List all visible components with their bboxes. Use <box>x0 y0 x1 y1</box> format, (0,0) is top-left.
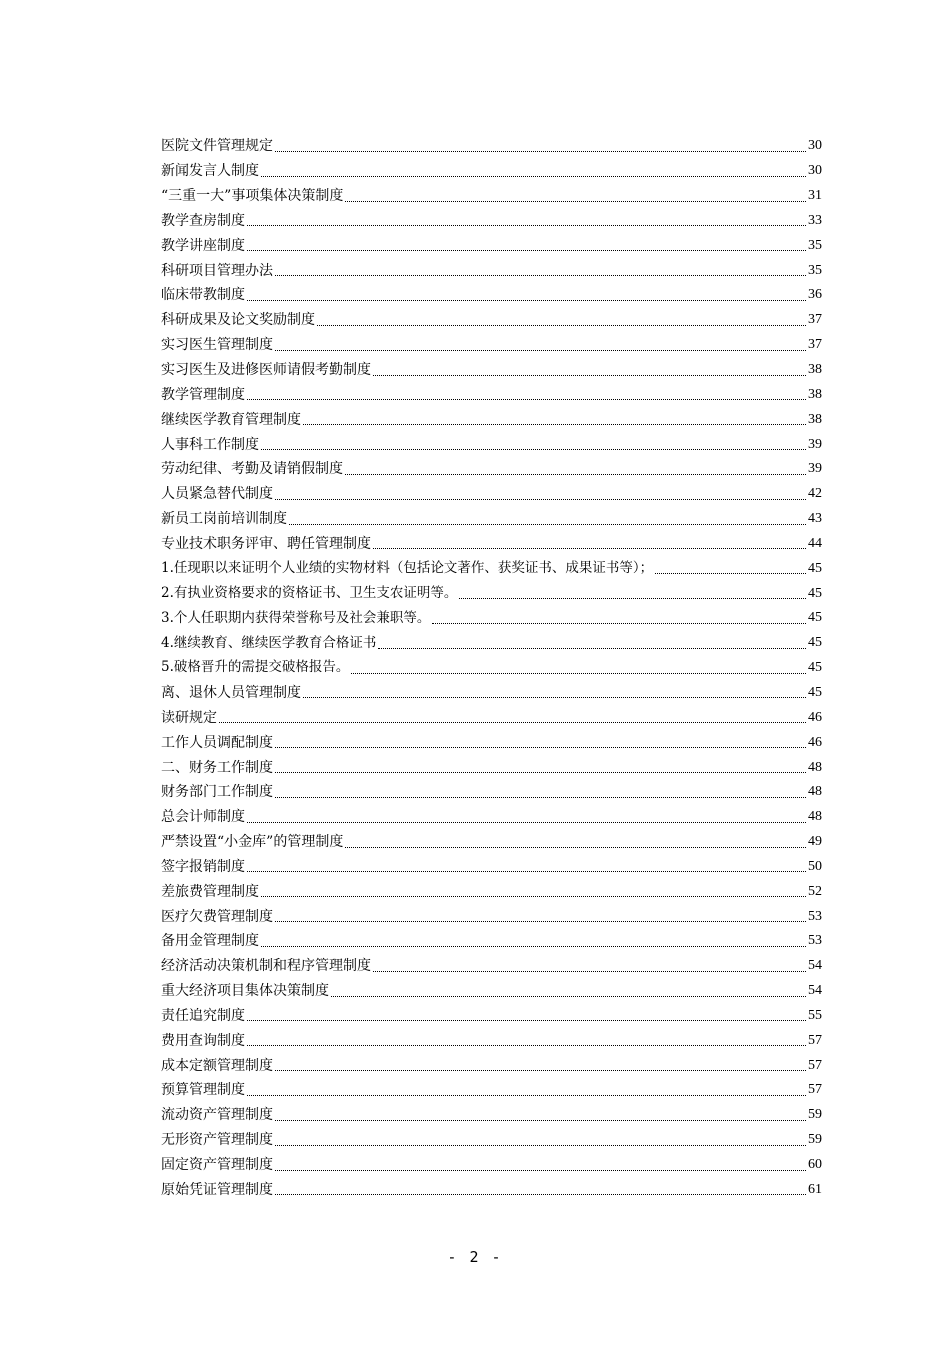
toc-entry-title: 费用查询制度 <box>161 1032 245 1049</box>
dot-leader <box>275 1070 806 1071</box>
toc-entry-page-number: 39 <box>808 461 822 477</box>
toc-entry[interactable] <box>161 581 822 606</box>
toc-entry-title: 教学管理制度 <box>161 386 245 403</box>
toc-entry-page-number: 53 <box>808 933 822 949</box>
toc-entry-page-number: 59 <box>808 1107 822 1123</box>
toc-entry[interactable] <box>161 1053 822 1078</box>
toc-entry-title: 医疗欠费管理制度 <box>161 908 273 925</box>
toc-entry-page-number: 57 <box>808 1057 822 1073</box>
toc-entry-title: 固定资产管理制度 <box>161 1157 273 1174</box>
toc-entry-page-number: 45 <box>808 660 822 676</box>
toc-entry[interactable] <box>161 159 822 184</box>
dot-leader <box>351 673 806 674</box>
toc-entry-title: 人事科工作制度 <box>161 436 259 453</box>
toc-entry-title: 二、财务工作制度 <box>161 759 273 776</box>
toc-entry[interactable] <box>161 730 822 755</box>
toc-entry[interactable] <box>161 209 822 234</box>
toc-entry-page-number: 60 <box>808 1157 822 1173</box>
dot-leader <box>275 921 806 922</box>
toc-entry[interactable] <box>161 954 822 979</box>
dot-leader <box>317 325 806 326</box>
toc-entry[interactable] <box>161 854 822 879</box>
dot-leader <box>275 350 806 351</box>
toc-entry[interactable] <box>161 780 822 805</box>
toc-entry-page-number: 55 <box>808 1007 822 1023</box>
dot-leader <box>459 598 806 599</box>
toc-entry-page-number: 57 <box>808 1032 822 1048</box>
toc-entry-title: 签字报销制度 <box>161 858 245 875</box>
toc-entry-title: 教学查房制度 <box>161 212 245 229</box>
dot-leader <box>275 1170 806 1171</box>
toc-entry-title: 实习医生及进修医师请假考勤制度 <box>161 362 371 379</box>
toc-entry-title: 人员紧急替代制度 <box>161 486 273 503</box>
toc-entry[interactable] <box>161 507 822 532</box>
toc-entry-page-number: 44 <box>808 535 822 551</box>
toc-entry-page-number: 35 <box>808 262 822 278</box>
dot-leader <box>345 474 806 475</box>
toc-entry-page-number: 45 <box>808 635 822 651</box>
dot-leader <box>219 722 806 723</box>
toc-entry[interactable] <box>161 358 822 383</box>
dot-leader <box>345 847 806 848</box>
toc-entry[interactable] <box>161 382 822 407</box>
toc-entry[interactable] <box>161 556 822 581</box>
dot-leader <box>247 1045 806 1046</box>
toc-entry-title: 医院文件管理规定 <box>161 138 273 155</box>
dot-leader <box>275 797 806 798</box>
dot-leader <box>345 201 806 202</box>
toc-entry[interactable] <box>161 1128 822 1153</box>
toc-entry-page-number: 53 <box>808 908 822 924</box>
toc-entry-page-number: 38 <box>808 362 822 378</box>
toc-entry-title: 总会计师制度 <box>161 809 245 826</box>
toc-entry[interactable] <box>161 482 822 507</box>
toc-entry-title: 差旅费管理制度 <box>161 883 259 900</box>
toc-entry[interactable] <box>161 1004 822 1029</box>
toc-entry-title: 流动资产管理制度 <box>161 1107 273 1124</box>
toc-entry-title: 新员工岗前培训制度 <box>161 511 287 528</box>
toc-entry-page-number: 38 <box>808 386 822 402</box>
toc-entry-page-number: 54 <box>808 983 822 999</box>
toc-entry-page-number: 39 <box>808 436 822 452</box>
dot-leader <box>261 449 806 450</box>
toc-entry-title: 严禁设置“小金库”的管理制度 <box>161 834 344 851</box>
toc-entry-page-number: 54 <box>808 958 822 974</box>
toc-entry-title: 工作人员调配制度 <box>161 734 273 751</box>
toc-entry-title: 实习医生管理制度 <box>161 337 273 354</box>
dot-leader <box>247 1020 806 1021</box>
dot-leader <box>275 499 806 500</box>
dot-leader <box>378 648 806 649</box>
toc-entry-title: 无形资产管理制度 <box>161 1132 273 1149</box>
toc-entry-title: 成本定额管理制度 <box>161 1057 273 1074</box>
toc-entry-page-number: 48 <box>808 784 822 800</box>
toc-entry-page-number: 49 <box>808 834 822 850</box>
toc-entry[interactable] <box>161 1103 822 1128</box>
toc-entry[interactable] <box>161 407 822 432</box>
toc-entry[interactable] <box>161 233 822 258</box>
toc-entry-title: 专业技术职务评审、聘任管理制度 <box>161 535 371 552</box>
toc-entry[interactable] <box>161 1153 822 1178</box>
toc-entry-page-number: 57 <box>808 1082 822 1098</box>
toc-entry-page-number: 33 <box>808 212 822 228</box>
toc-entry[interactable] <box>161 1028 822 1053</box>
toc-entry[interactable] <box>161 979 822 1004</box>
dot-leader <box>432 623 806 624</box>
toc-entry-title: 劳动纪律、考勤及请销假制度 <box>161 461 343 478</box>
toc-entry-page-number: 45 <box>808 585 822 601</box>
toc-entry[interactable] <box>161 1078 822 1103</box>
toc-entry-page-number: 61 <box>808 1181 822 1197</box>
toc-entry[interactable] <box>161 755 822 780</box>
toc-entry[interactable] <box>161 283 822 308</box>
toc-entry-page-number: 46 <box>808 709 822 725</box>
dot-leader <box>261 946 806 947</box>
toc-entry-title: 4.继续教育、继续医学教育合格证书 <box>161 634 377 651</box>
dot-leader <box>261 176 806 177</box>
toc-entry-title: 原始凭证管理制度 <box>161 1181 273 1198</box>
toc-entry[interactable] <box>161 656 822 681</box>
toc-entry-page-number: 45 <box>808 610 822 626</box>
toc-entry-page-number: 30 <box>808 138 822 154</box>
dot-leader <box>247 300 806 301</box>
toc-entry[interactable] <box>161 904 822 929</box>
toc-entry-title: 科研项目管理办法 <box>161 262 273 279</box>
toc-entry[interactable] <box>161 1177 822 1202</box>
toc-entry-page-number: 45 <box>808 684 822 700</box>
toc-entry-title: 读研规定 <box>161 709 217 726</box>
dot-leader <box>275 1120 806 1121</box>
dot-leader <box>247 225 806 226</box>
toc-entry-title: 教学讲座制度 <box>161 237 245 254</box>
toc-entry-page-number: 37 <box>808 337 822 353</box>
toc-entry-page-number: 45 <box>808 560 822 576</box>
toc-entry[interactable] <box>161 805 822 830</box>
dot-leader <box>655 573 806 574</box>
toc-entry-title: 1.任现职以来证明个人业绩的实物材料（包括论文著作、获奖证书、成果证书等）； <box>161 560 654 577</box>
dot-leader <box>303 697 806 698</box>
table-of-contents <box>161 134 822 1202</box>
page-number: - 2 - <box>447 1248 503 1266</box>
dot-leader <box>373 971 806 972</box>
dot-leader <box>275 151 806 152</box>
toc-entry[interactable] <box>161 333 822 358</box>
dot-leader <box>247 822 806 823</box>
toc-entry-page-number: 42 <box>808 486 822 502</box>
toc-entry-title: 经济活动决策机制和程序管理制度 <box>161 958 371 975</box>
toc-entry-title: 预算管理制度 <box>161 1082 245 1099</box>
toc-entry[interactable] <box>161 134 822 159</box>
toc-entry[interactable] <box>161 457 822 482</box>
toc-entry-title: 科研成果及论文奖励制度 <box>161 312 315 329</box>
toc-entry[interactable] <box>161 532 822 557</box>
toc-entry-title: 继续医学教育管理制度 <box>161 411 301 428</box>
toc-entry-title: 离、退休人员管理制度 <box>161 684 301 701</box>
toc-entry-page-number: 59 <box>808 1132 822 1148</box>
dot-leader <box>275 772 806 773</box>
toc-entry[interactable] <box>161 606 822 631</box>
toc-entry-title: 5.破格晋升的需提交破格报告。 <box>161 659 350 676</box>
toc-entry[interactable] <box>161 184 822 209</box>
dot-leader <box>275 1194 806 1195</box>
dot-leader <box>247 1095 806 1096</box>
toc-entry[interactable] <box>161 879 822 904</box>
dot-leader <box>303 424 806 425</box>
toc-entry-page-number: 35 <box>808 237 822 253</box>
toc-entry[interactable] <box>161 432 822 457</box>
toc-entry-title: “三重一大”事项集体决策制度 <box>161 188 344 205</box>
toc-entry-page-number: 38 <box>808 411 822 427</box>
toc-entry-page-number: 50 <box>808 858 822 874</box>
dot-leader <box>275 1145 806 1146</box>
toc-entry[interactable] <box>161 929 822 954</box>
toc-entry-title: 备用金管理制度 <box>161 933 259 950</box>
dot-leader <box>261 896 806 897</box>
dot-leader <box>373 548 806 549</box>
toc-entry-page-number: 46 <box>808 734 822 750</box>
dot-leader <box>373 375 806 376</box>
toc-entry-page-number: 30 <box>808 163 822 179</box>
toc-entry-page-number: 43 <box>808 511 822 527</box>
toc-entry[interactable] <box>161 681 822 706</box>
toc-entry-page-number: 31 <box>808 188 822 204</box>
toc-entry-title: 2.有执业资格要求的资格证书、卫生支农证明等。 <box>161 584 458 601</box>
toc-entry-page-number: 37 <box>808 312 822 328</box>
dot-leader <box>289 524 806 525</box>
toc-entry-title: 财务部门工作制度 <box>161 784 273 801</box>
dot-leader <box>331 996 806 997</box>
toc-entry[interactable] <box>161 830 822 855</box>
dot-leader <box>247 871 806 872</box>
dot-leader <box>275 275 806 276</box>
toc-entry-title: 新闻发言人制度 <box>161 163 259 180</box>
toc-entry[interactable] <box>161 631 822 656</box>
dot-leader <box>247 399 806 400</box>
toc-entry-title: 临床带教制度 <box>161 287 245 304</box>
dot-leader <box>275 747 806 748</box>
toc-entry[interactable] <box>161 258 822 283</box>
dot-leader <box>247 250 806 251</box>
toc-entry-title: 重大经济项目集体决策制度 <box>161 983 329 1000</box>
toc-entry-title: 责任追究制度 <box>161 1007 245 1024</box>
toc-entry-page-number: 48 <box>808 759 822 775</box>
toc-entry[interactable] <box>161 705 822 730</box>
toc-entry-page-number: 36 <box>808 287 822 303</box>
toc-entry-page-number: 48 <box>808 809 822 825</box>
toc-entry-title: 3.个人任职期内获得荣誉称号及社会兼职等。 <box>161 609 431 626</box>
toc-entry-page-number: 52 <box>808 883 822 899</box>
toc-entry[interactable] <box>161 308 822 333</box>
